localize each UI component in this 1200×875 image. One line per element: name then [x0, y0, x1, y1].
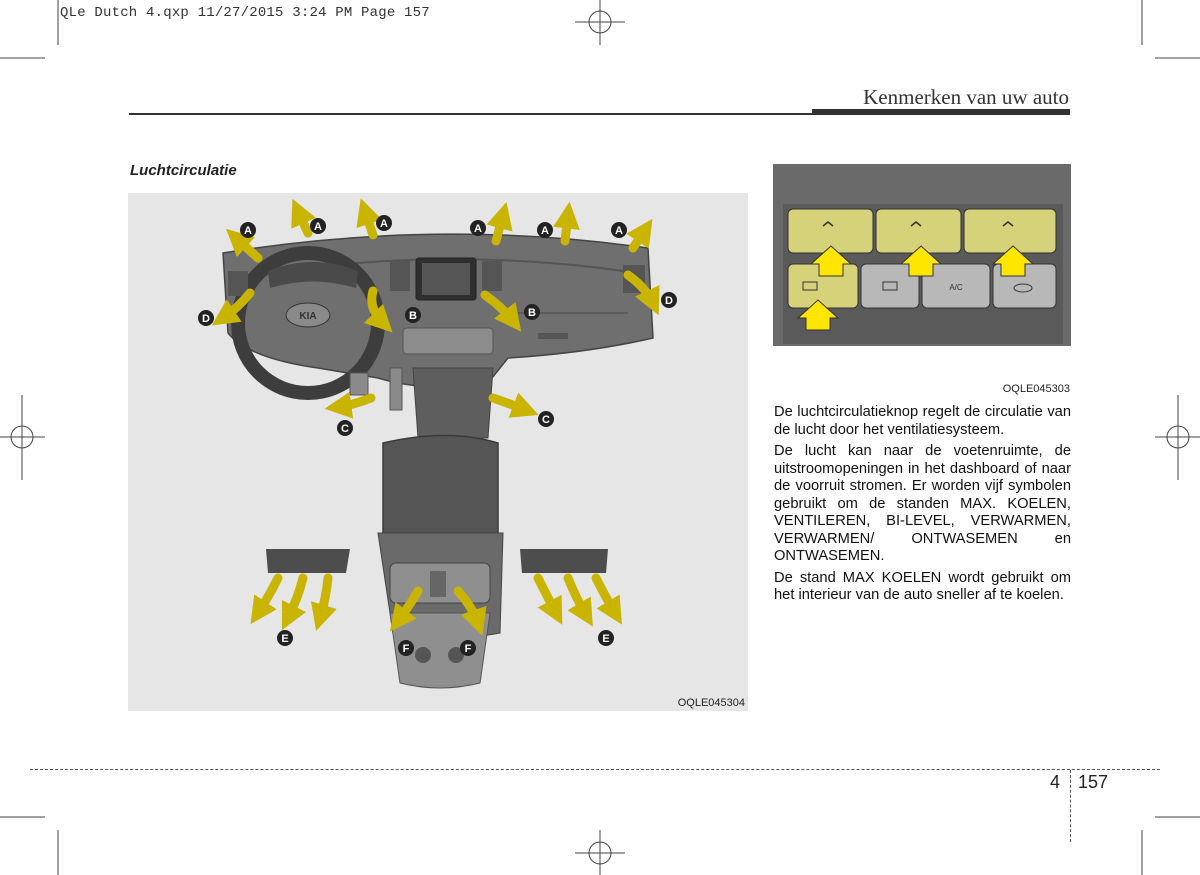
svg-text:F: F [464, 643, 472, 655]
header-rule-accent [812, 109, 1070, 115]
paragraph-1: De luchtcirculatieknop regelt de circulatie van de lucht door het ventilatiesysteem. [774, 404, 1071, 438]
svg-text:A: A [244, 225, 252, 237]
svg-text:C: C [542, 414, 550, 426]
svg-text:A: A [314, 221, 322, 233]
print-header: QLe Dutch 4.qxp 11/27/2015 3:24 PM Page 157 [60, 5, 430, 21]
chapter-title: Kenmerken van uw auto [863, 85, 1069, 109]
page-number: 157 [1078, 772, 1109, 792]
header-rule [129, 113, 812, 115]
footer-rule [30, 769, 1160, 770]
svg-text:F: F [402, 643, 410, 655]
figure-code-panel: OQLE045303 [1002, 383, 1070, 395]
airflow-illustration [128, 193, 748, 711]
body-text [774, 404, 1071, 609]
svg-text:A: A [380, 218, 388, 230]
mode-buttons-illustration [773, 164, 1071, 346]
svg-text:B: B [528, 307, 536, 319]
svg-text:D: D [665, 295, 673, 307]
figure-code-main: OQLE045304 [677, 697, 745, 709]
svg-text:D: D [202, 313, 210, 325]
footer-divider [1070, 770, 1071, 842]
svg-text:E: E [602, 633, 610, 645]
svg-text:B: B [409, 310, 417, 322]
svg-text:A/C: A/C [949, 283, 963, 292]
svg-text:KIA: KIA [299, 311, 317, 322]
control-panel-diagram [773, 164, 1071, 346]
svg-text:A: A [474, 223, 482, 235]
svg-text:E: E [281, 633, 289, 645]
car-interior-diagram [128, 193, 748, 711]
section-heading: Luchtcirculatie [130, 162, 237, 179]
svg-text:A: A [615, 225, 623, 237]
page-chapter-number: 4 [1050, 772, 1061, 792]
paragraph-3: De stand MAX KOELEN wordt gebruikt om het interieur van de auto sneller af te koelen. [774, 569, 1071, 603]
paragraph-2: De lucht kan naar de voetenruimte, de uitstroomopeningen in het dashboard of naar de voorruit stromen. Er worden vijf symbolen gebruikt om de standen MAX. KOELEN, VENTILEREN, BI-LEVEL, VERWARMEN, VERWARMEN/ ONTWASEMEN en ONTWASEMEN. [774, 443, 1071, 564]
svg-text:A: A [541, 225, 549, 237]
svg-text:C: C [341, 423, 349, 435]
